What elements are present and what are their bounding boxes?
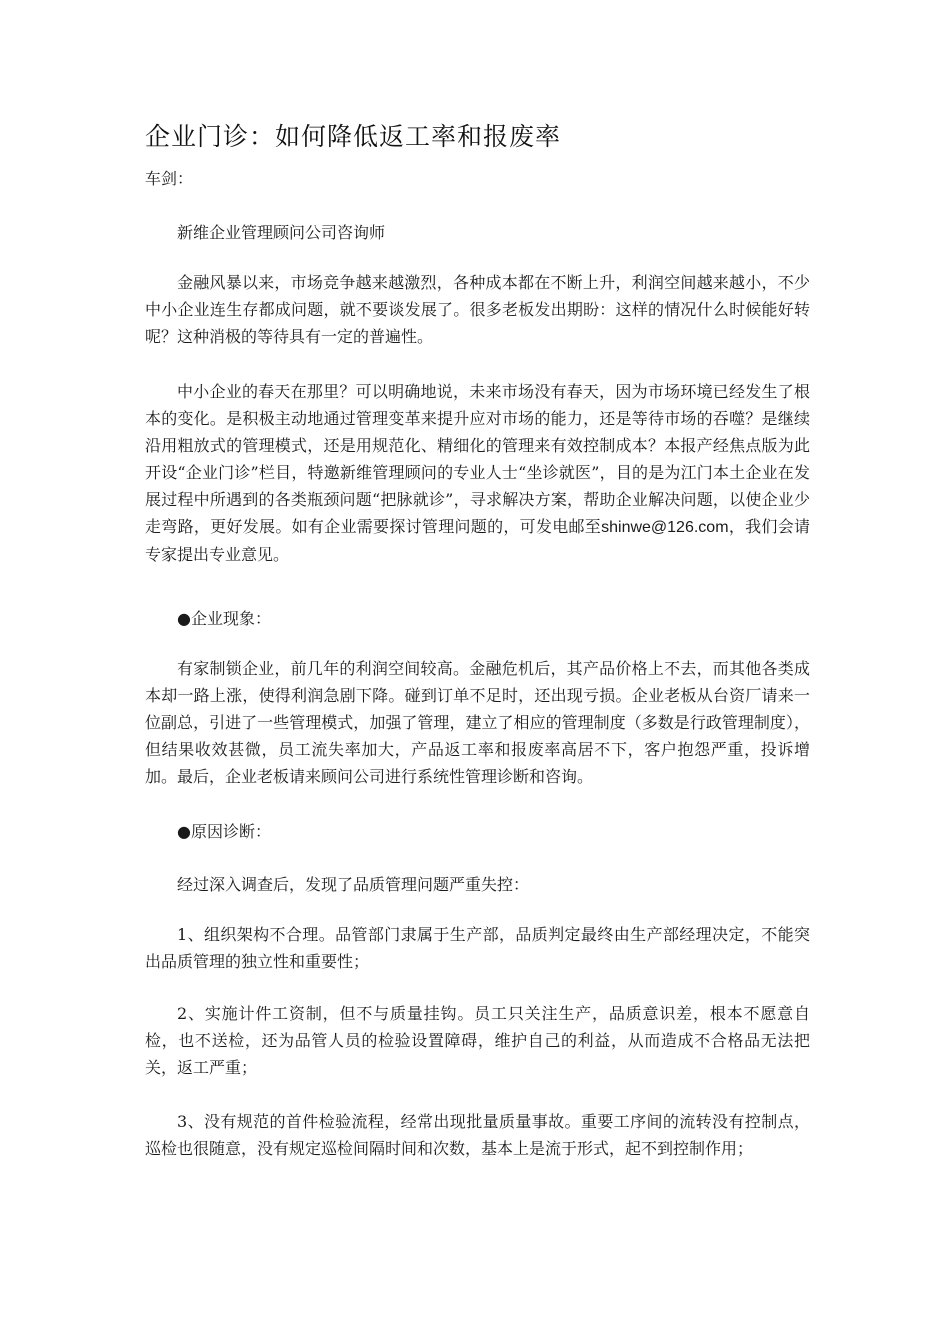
diagnosis-item-2: 2、实施计件工资制，但不与质量挂钩。员工只关注生产，品质意识差，根本不愿意自检，也不送检，还为品管人员的检验设置障碍，维护自己的利益，从而造成不合格品无法把关，返工严重； <box>145 1004 810 1077</box>
phenomenon-paragraph: 有家制锁企业，前几年的利润空间较高。金融危机后，其产品价格上不去，而其他各类成本却一路上涨，使得利润急剧下降。碰到订单不足时，还出现亏损。企业老板从台资厂请来一位副总，引进了一些管理模式，加强了管理，建立了相应的管理制度（多数是行政管理制度），但结果收效甚微，员工流失率加大，产品返工率和报废率高居不下，客户抱怨严重，投诉增加。最后，企业老板请来顾问公司进行系统性管理诊断和咨询。 <box>145 659 810 786</box>
diagnosis-intro: 经过深入调查后，发现了品质管理问题严重失控： <box>177 875 530 894</box>
intro-paragraph-1: 金融风暴以来，市场竞争越来越激烈，各种成本都在不断上升，利润空间越来越小，不少中小企业连生存都成问题，就不要谈发展了。很多老板发出期盼：这样的情况什么时候能好转呢？这种消极的等待具有一定的普遍性。 <box>145 273 810 346</box>
document-title: 企业门诊：如何降低返工率和报废率 <box>145 122 562 151</box>
intro-paragraph-2-text: 中小企业的春天在那里？可以明确地说，未来市场没有春天，因为市场环境已经发生了根本的变化。是积极主动地通过管理变革来提升应对市场的能力，还是等待市场的吞噬？是继续沿用粗放式的管理模式，还是用规范化、精细化的管理来有效控制成本？本报产经焦点版为此开设“企业门诊”栏目，特邀新维管理顾问的专业人士“坐诊就医”，目的是为江门本土企业在发展过程中所遇到的各类瓶颈问题“把脉就诊”，寻求解决方案，帮助企业解决问题，以使企业少走弯路，更好发展。如有企业需要探讨管理问题的，可发电邮至 <box>145 382 810 536</box>
contact-email: shinwe@126.com <box>601 519 729 536</box>
author-line: 车剑： <box>145 169 194 188</box>
intro-paragraph-2 <box>145 378 810 568</box>
diagnosis-item-3: 3、没有规范的首件检验流程，经常出现批量质量事故。重要工序间的流转没有控制点，巡检也很随意，没有规定巡检间隔时间和次数，基本上是流于形式，起不到控制作用； <box>145 1112 810 1158</box>
section-heading-diagnosis: ●原因诊断： <box>177 822 271 841</box>
diagnosis-item-1: 1、组织架构不合理。品管部门隶属于生产部，品质判定最终由生产部经理决定，不能突出品质管理的独立性和重要性； <box>145 925 810 971</box>
intro-paragraph-2-tail: ，我们会请专家提出专业意见。 <box>145 517 810 564</box>
author-title: 新维企业管理顾问公司咨询师 <box>177 223 386 242</box>
section-heading-phenomenon: ●企业现象： <box>177 609 271 628</box>
